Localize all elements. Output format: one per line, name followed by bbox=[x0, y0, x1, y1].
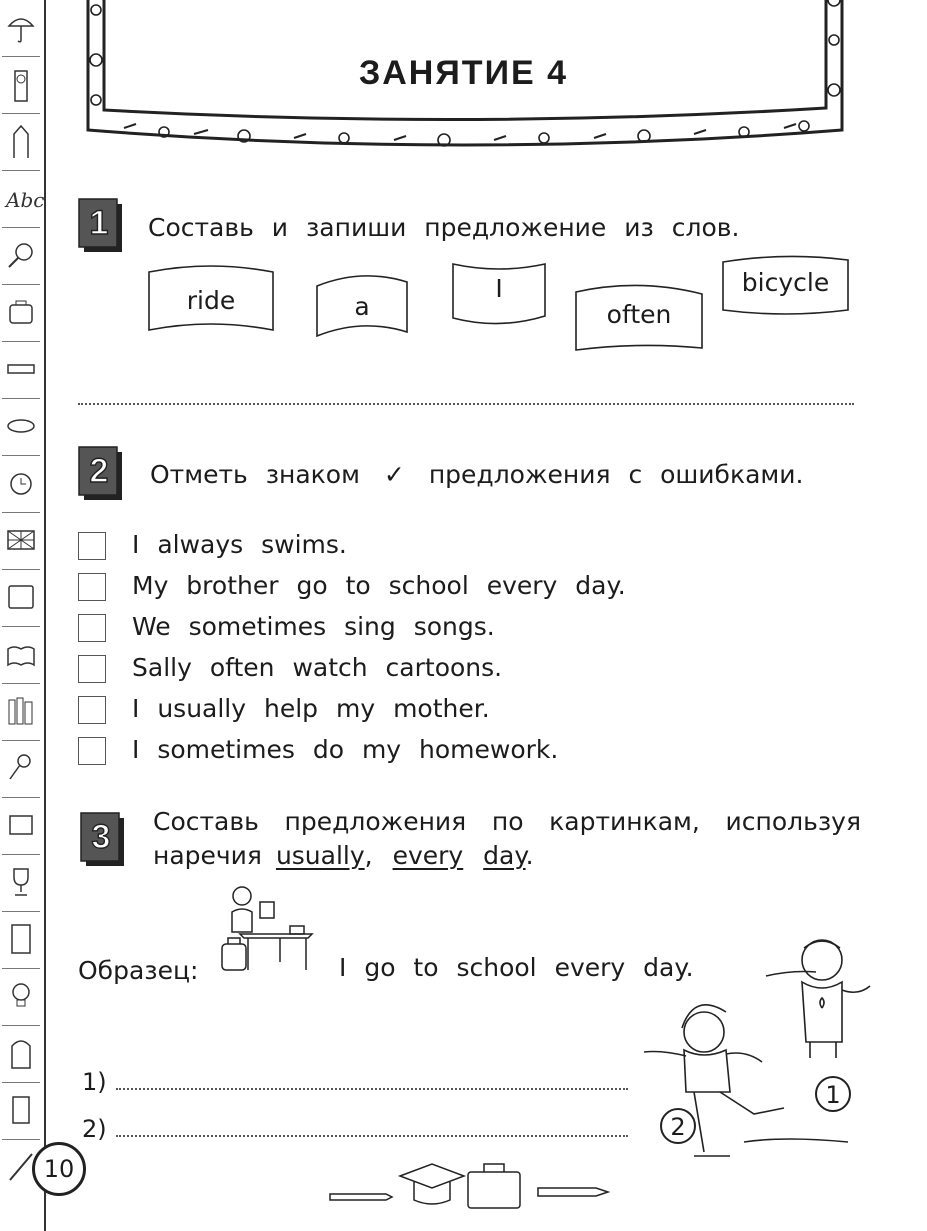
briefcase-icon bbox=[468, 1172, 520, 1208]
postbox-icon bbox=[6, 1036, 36, 1070]
sidebar-cell bbox=[2, 798, 40, 855]
sidebar-cell bbox=[2, 684, 40, 741]
word-card: bicycle bbox=[721, 256, 850, 316]
graduation-cap-icon bbox=[400, 1164, 464, 1188]
task1-instruction: Составь и запиши предложение из слов. bbox=[148, 213, 740, 242]
picture-number: 1 bbox=[815, 1076, 851, 1112]
pencil-icon bbox=[538, 1188, 608, 1196]
answer-line[interactable] bbox=[78, 403, 854, 405]
sidebar-cell bbox=[2, 1140, 40, 1231]
checkbox[interactable] bbox=[78, 532, 106, 560]
sidebar-cell bbox=[2, 912, 40, 969]
sentence-text: I sometimes do my homework. bbox=[132, 735, 559, 764]
bottom-decoration bbox=[326, 1150, 616, 1214]
sidebar-cell bbox=[2, 513, 40, 570]
sentence-text: We sometimes sing songs. bbox=[132, 612, 495, 641]
sidebar-cell bbox=[2, 114, 40, 171]
sidebar-cell bbox=[2, 1026, 40, 1083]
bag-icon bbox=[6, 295, 36, 329]
boy-skating-illustration bbox=[634, 992, 854, 1172]
answer-number: 2) bbox=[82, 1115, 107, 1143]
book-icon bbox=[6, 808, 36, 842]
sidebar-cell bbox=[2, 342, 40, 399]
checkbox[interactable] bbox=[78, 737, 106, 765]
notebook-icon bbox=[6, 922, 36, 956]
pen-icon bbox=[330, 1194, 392, 1200]
pushpin-icon bbox=[6, 751, 36, 785]
instruction-part1: Отметь знаком bbox=[150, 460, 360, 489]
sidebar-cell bbox=[2, 969, 40, 1026]
word-card: I bbox=[451, 260, 547, 328]
answer-number: 1) bbox=[82, 1068, 107, 1096]
word-card: a bbox=[315, 272, 409, 338]
sidebar-cell bbox=[2, 399, 40, 456]
pencil-case-icon bbox=[6, 409, 36, 443]
sidebar-cell bbox=[2, 627, 40, 684]
sidebar-cell bbox=[2, 228, 40, 285]
line2-prefix: наречия bbox=[153, 841, 262, 870]
sentence-text: My brother go to school every day. bbox=[132, 571, 626, 600]
adverb-every: every bbox=[392, 841, 464, 870]
word-card: often bbox=[574, 282, 704, 352]
sidebar-cell bbox=[2, 855, 40, 912]
tablet-icon bbox=[6, 580, 36, 614]
task2-instruction bbox=[150, 460, 803, 489]
task-number-badge: 1 bbox=[78, 198, 124, 254]
sidebar-cell bbox=[2, 1083, 40, 1140]
sidebar-cell bbox=[2, 285, 40, 342]
checkbox[interactable] bbox=[78, 696, 106, 724]
separator: , bbox=[364, 841, 373, 870]
books-icon bbox=[6, 694, 36, 728]
sentence-text: Sally often watch cartoons. bbox=[132, 653, 503, 682]
sidebar-cell bbox=[2, 456, 40, 513]
check-mark-icon: ✓ bbox=[383, 460, 405, 489]
picture-number: 2 bbox=[660, 1108, 696, 1144]
sentence-text: I usually help my mother. bbox=[132, 694, 490, 723]
adverb-usually: usually bbox=[275, 841, 365, 870]
instruction-part2: предложения с ошибками. bbox=[428, 460, 804, 489]
umbrella-icon bbox=[6, 10, 36, 44]
task3-instruction-line1: Составь предложения по картинкам, используя bbox=[153, 807, 861, 836]
sidebar-cell bbox=[2, 741, 40, 798]
checkbox[interactable] bbox=[78, 655, 106, 683]
page-title: ЗАНЯТИЕ 4 bbox=[358, 54, 569, 92]
postbox-icon bbox=[6, 1093, 36, 1127]
page-number: 10 bbox=[32, 1142, 86, 1196]
letters-icon bbox=[6, 181, 45, 215]
example-label: Образец: bbox=[78, 956, 199, 985]
checkbox[interactable] bbox=[78, 614, 106, 642]
flag-icon bbox=[6, 523, 36, 557]
svg-text:Abc: Abc bbox=[6, 188, 45, 212]
lightbulb-icon bbox=[6, 979, 36, 1013]
sentence-text: I always swims. bbox=[132, 530, 347, 559]
task-number-badge: 2 bbox=[78, 446, 124, 502]
decorative-sidebar bbox=[0, 0, 46, 1231]
period: . bbox=[525, 841, 534, 870]
answer-line[interactable] bbox=[116, 1135, 628, 1137]
sidebar-cell bbox=[2, 570, 40, 627]
tower-icon bbox=[6, 124, 36, 158]
adverb-day: day bbox=[483, 841, 526, 870]
word-card: ride bbox=[147, 266, 275, 336]
ruler-icon bbox=[6, 352, 36, 386]
sidebar-cell bbox=[2, 171, 45, 228]
task-number-badge: 3 bbox=[80, 812, 126, 868]
trophy-icon bbox=[6, 865, 36, 899]
answer-line[interactable] bbox=[116, 1088, 628, 1090]
task3-instruction-line2 bbox=[153, 841, 534, 870]
open-book-icon bbox=[6, 637, 36, 671]
example-sentence: I go to school every day. bbox=[339, 953, 694, 982]
checkbox[interactable] bbox=[78, 573, 106, 601]
alarm-clock-icon bbox=[6, 466, 36, 500]
boy-at-desk-illustration bbox=[220, 882, 320, 978]
magnifier-icon bbox=[6, 238, 36, 272]
sidebar-cell bbox=[2, 0, 40, 57]
